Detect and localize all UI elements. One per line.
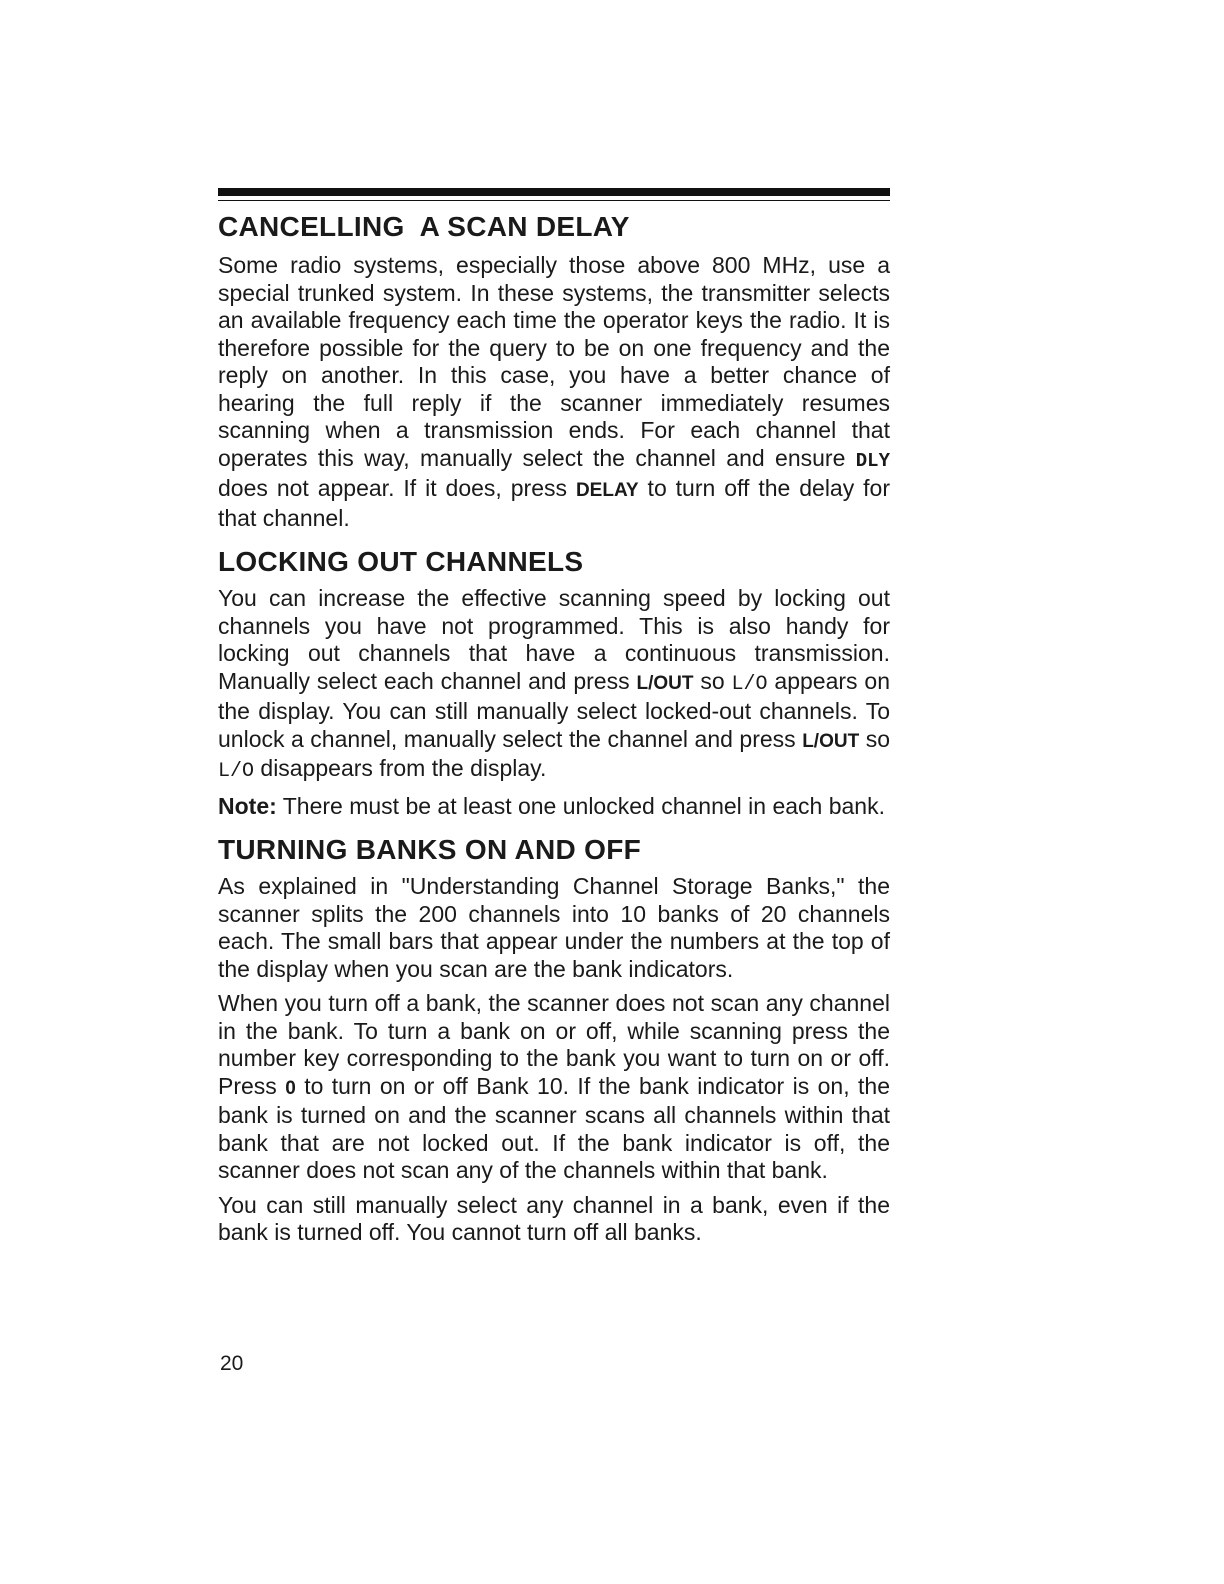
header-rule-thin <box>218 200 890 201</box>
text-run: Some radio systems, especially those above 800 MHz, use a special trunked system. In these systems, the transmitter selects an available frequency each time the operator keys the radio. It is therefore possible for the query to be on one frequency and the reply on another. In this case, you have a better chance of hearing the full reply if the scanner immediately resumes scanning when a transmission ends. For each channel that operates this way, manually select the channel and ensure <box>218 252 890 471</box>
header-rule-thick <box>218 188 890 196</box>
lcd-indicator-lo: L/O <box>218 760 255 783</box>
section-title-cancelling-scan-delay: CANCELLING A SCAN DELAY <box>218 211 630 242</box>
key-label-lout: L/OUT <box>636 672 694 694</box>
text-run: does not appear. If it does, press <box>218 475 576 501</box>
text-run: When you turn off a bank, the scanner does not scan any channel in the bank. To turn a bank on or off, while scanning press the number key corresponding to the bank you want to turn on or off. Press <box>218 990 890 1099</box>
text-run: so <box>693 667 732 694</box>
section-title-turning-banks: TURNING BANKS ON AND OFF <box>218 834 642 865</box>
manual-page <box>218 188 890 1247</box>
lcd-indicator-dly: DLY <box>855 449 890 472</box>
key-label-delay: DELAY <box>575 480 639 501</box>
page-number: 20 <box>220 1352 244 1375</box>
paragraph-bank-manual-select: You can still manually select any channel in a bank, even if the bank is turned off. You cannot turn off all banks. <box>218 1191 890 1245</box>
key-label-zero: 0 <box>285 1077 296 1099</box>
paragraph-bank-overview: As explained in "Understanding Channel Storage Banks," the scanner splits the 200 channels into 10 banks of 20 channels each. The small bars that appear under the numbers at the top of the display when you scan are the bank indicators. <box>218 873 890 982</box>
text-run: disappears from the display. <box>254 755 547 781</box>
paragraph-locking-out-channels <box>218 585 890 786</box>
paragraph-bank-toggle <box>218 990 890 1185</box>
note-label: Note: <box>218 792 277 819</box>
lcd-indicator-lo: L/O <box>731 672 768 696</box>
text-run: appears on the display. You can still manually select locked-out channels. To unlock a channel, manually select the channel and press <box>218 667 891 752</box>
paragraph-cancelling-scan-delay <box>218 252 890 532</box>
text-run: to turn off the delay for that channel. <box>218 475 891 531</box>
note-paragraph <box>218 793 890 821</box>
text-run: to turn on or off Bank 10. If the bank indicator is on, the bank is turned on and the scanner scans all channels within that bank that are not locked out. If the bank indicator is off, the scanner does not scan any of the channels within that bank. <box>218 1072 890 1183</box>
section-title-locking-out-channels: LOCKING OUT CHANNELS <box>218 546 584 577</box>
text-run: You can increase the effective scanning speed by locking out channels you have not programmed. This is also handy for locking out channels that have a continuous transmission. Manually select each channel and press <box>218 585 890 694</box>
text-run: so <box>859 725 890 752</box>
note-text: There must be at least one unlocked channel in each bank. <box>276 792 885 819</box>
key-label-lout: L/OUT <box>802 730 860 752</box>
